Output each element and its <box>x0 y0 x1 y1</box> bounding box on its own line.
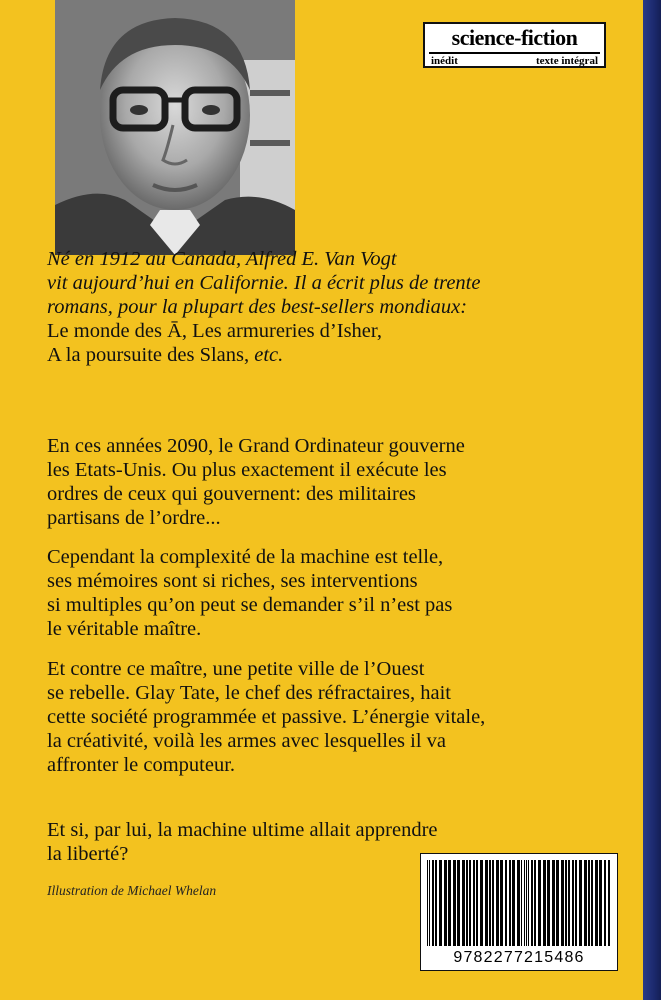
author-bio-line: Le monde des Ā, Les armureries d’Isher, <box>47 320 383 342</box>
series-logo <box>423 22 606 68</box>
author-bio-line <box>47 343 627 367</box>
barcode-bar <box>429 860 430 946</box>
synopsis-line: partisans de l’ordre... <box>47 507 221 529</box>
barcode-bar <box>556 860 559 946</box>
barcode-bar <box>439 860 442 946</box>
barcode-bar <box>489 860 491 946</box>
barcode-bar <box>505 860 507 946</box>
synopsis-line: la liberté? <box>47 843 129 865</box>
barcode-bar <box>435 860 437 946</box>
synopsis-line: affronter le computeur. <box>47 754 236 776</box>
series-logo-left-label: inédit <box>431 55 458 67</box>
barcode-bar <box>584 860 587 946</box>
illustration-credit: Illustration de Michael Whelan <box>47 883 217 898</box>
barcode-bar <box>524 860 525 946</box>
barcode-bar <box>568 860 570 946</box>
barcode-bar <box>509 860 511 946</box>
synopsis-line: En ces années 2090, le Grand Ordinateur gouverne <box>47 435 465 457</box>
barcode-bar <box>517 860 520 946</box>
barcode-bar <box>543 860 546 946</box>
author-bio-line: romans, pour la plupart des best-sellers mondiaux: <box>47 296 468 318</box>
barcode-bar <box>444 860 447 946</box>
barcode-bar <box>528 860 529 946</box>
barcode-bar <box>462 860 465 946</box>
barcode-bar <box>599 860 602 946</box>
series-logo-right-label: texte intégral <box>536 55 598 67</box>
barcode-bar <box>572 860 574 946</box>
synopsis-line: cette société programmée et passive. L’énergie vitale, <box>47 706 486 728</box>
barcode-bar <box>531 860 533 946</box>
barcode-bars <box>425 860 613 946</box>
barcode-bar <box>500 860 503 946</box>
synopsis-line: si multiples qu’on peut se demander s’il n’est pas <box>47 594 453 616</box>
synopsis-line: Et si, par lui, la machine ultime allait apprendre <box>47 819 438 841</box>
series-logo-rule <box>429 52 600 54</box>
synopsis-paragraph-3 <box>47 657 627 777</box>
author-portrait-image <box>55 0 295 255</box>
barcode-bar <box>547 860 550 946</box>
synopsis-line: la créativité, voilà les armes avec lesquelles il va <box>47 730 447 752</box>
synopsis-paragraph-1 <box>47 434 627 530</box>
author-bio-etc: etc. <box>254 344 284 366</box>
author-bio <box>47 247 627 367</box>
barcode-bar <box>591 860 593 946</box>
isbn-barcode <box>420 853 618 971</box>
barcode-bar <box>457 860 460 946</box>
barcode-bar <box>521 860 522 946</box>
author-bio-titles: A la poursuite des Slans, <box>47 344 255 366</box>
barcode-bar <box>466 860 468 946</box>
series-logo-title: science-fiction <box>451 25 578 50</box>
synopsis-line: Cependant la complexité de la machine est telle, <box>47 546 444 568</box>
barcode-bar <box>473 860 475 946</box>
barcode-bar <box>588 860 590 946</box>
barcode-bar <box>492 860 494 946</box>
barcode-bar <box>534 860 536 946</box>
author-bio-line: vit aujourd’hui en Californie. Il a écrit plus de trente <box>47 272 481 294</box>
synopsis-line: se rebelle. Glay Tate, le chef des réfractaires, hait <box>47 682 451 704</box>
barcode-bar <box>512 860 515 946</box>
author-photo <box>55 0 295 255</box>
barcode-bar <box>608 860 610 946</box>
book-spine-edge <box>643 0 661 1000</box>
barcode-bar <box>485 860 488 946</box>
author-bio-line: Né en 1912 au Canada, Alfred E. Van Vogt <box>47 248 397 270</box>
synopsis-line: les Etats-Unis. Ou plus exactement il exécute les <box>47 459 447 481</box>
barcode-bar <box>427 860 428 946</box>
barcode-bar <box>565 860 567 946</box>
barcode-bar <box>526 860 527 946</box>
synopsis-line: ordres de ceux qui gouvernent: des militaires <box>47 483 416 505</box>
synopsis-paragraph-2 <box>47 545 627 641</box>
barcode-bar <box>575 860 577 946</box>
barcode-bar <box>453 860 456 946</box>
barcode-bar <box>579 860 582 946</box>
barcode-bar <box>538 860 541 946</box>
synopsis-line: le véritable maître. <box>47 618 202 640</box>
barcode-bar <box>469 860 471 946</box>
barcode-bar <box>595 860 598 946</box>
barcode-bar <box>432 860 434 946</box>
barcode-bar <box>561 860 564 946</box>
barcode-bar <box>496 860 499 946</box>
barcode-bar <box>480 860 483 946</box>
barcode-bar <box>476 860 478 946</box>
isbn-number: 9782277215486 <box>453 949 585 966</box>
synopsis-line: Et contre ce maître, une petite ville de l’Ouest <box>47 658 425 680</box>
barcode-bar <box>604 860 606 946</box>
synopsis-line: ses mémoires sont si riches, ses interventions <box>47 570 418 592</box>
barcode-bar <box>448 860 451 946</box>
barcode-bar <box>552 860 555 946</box>
